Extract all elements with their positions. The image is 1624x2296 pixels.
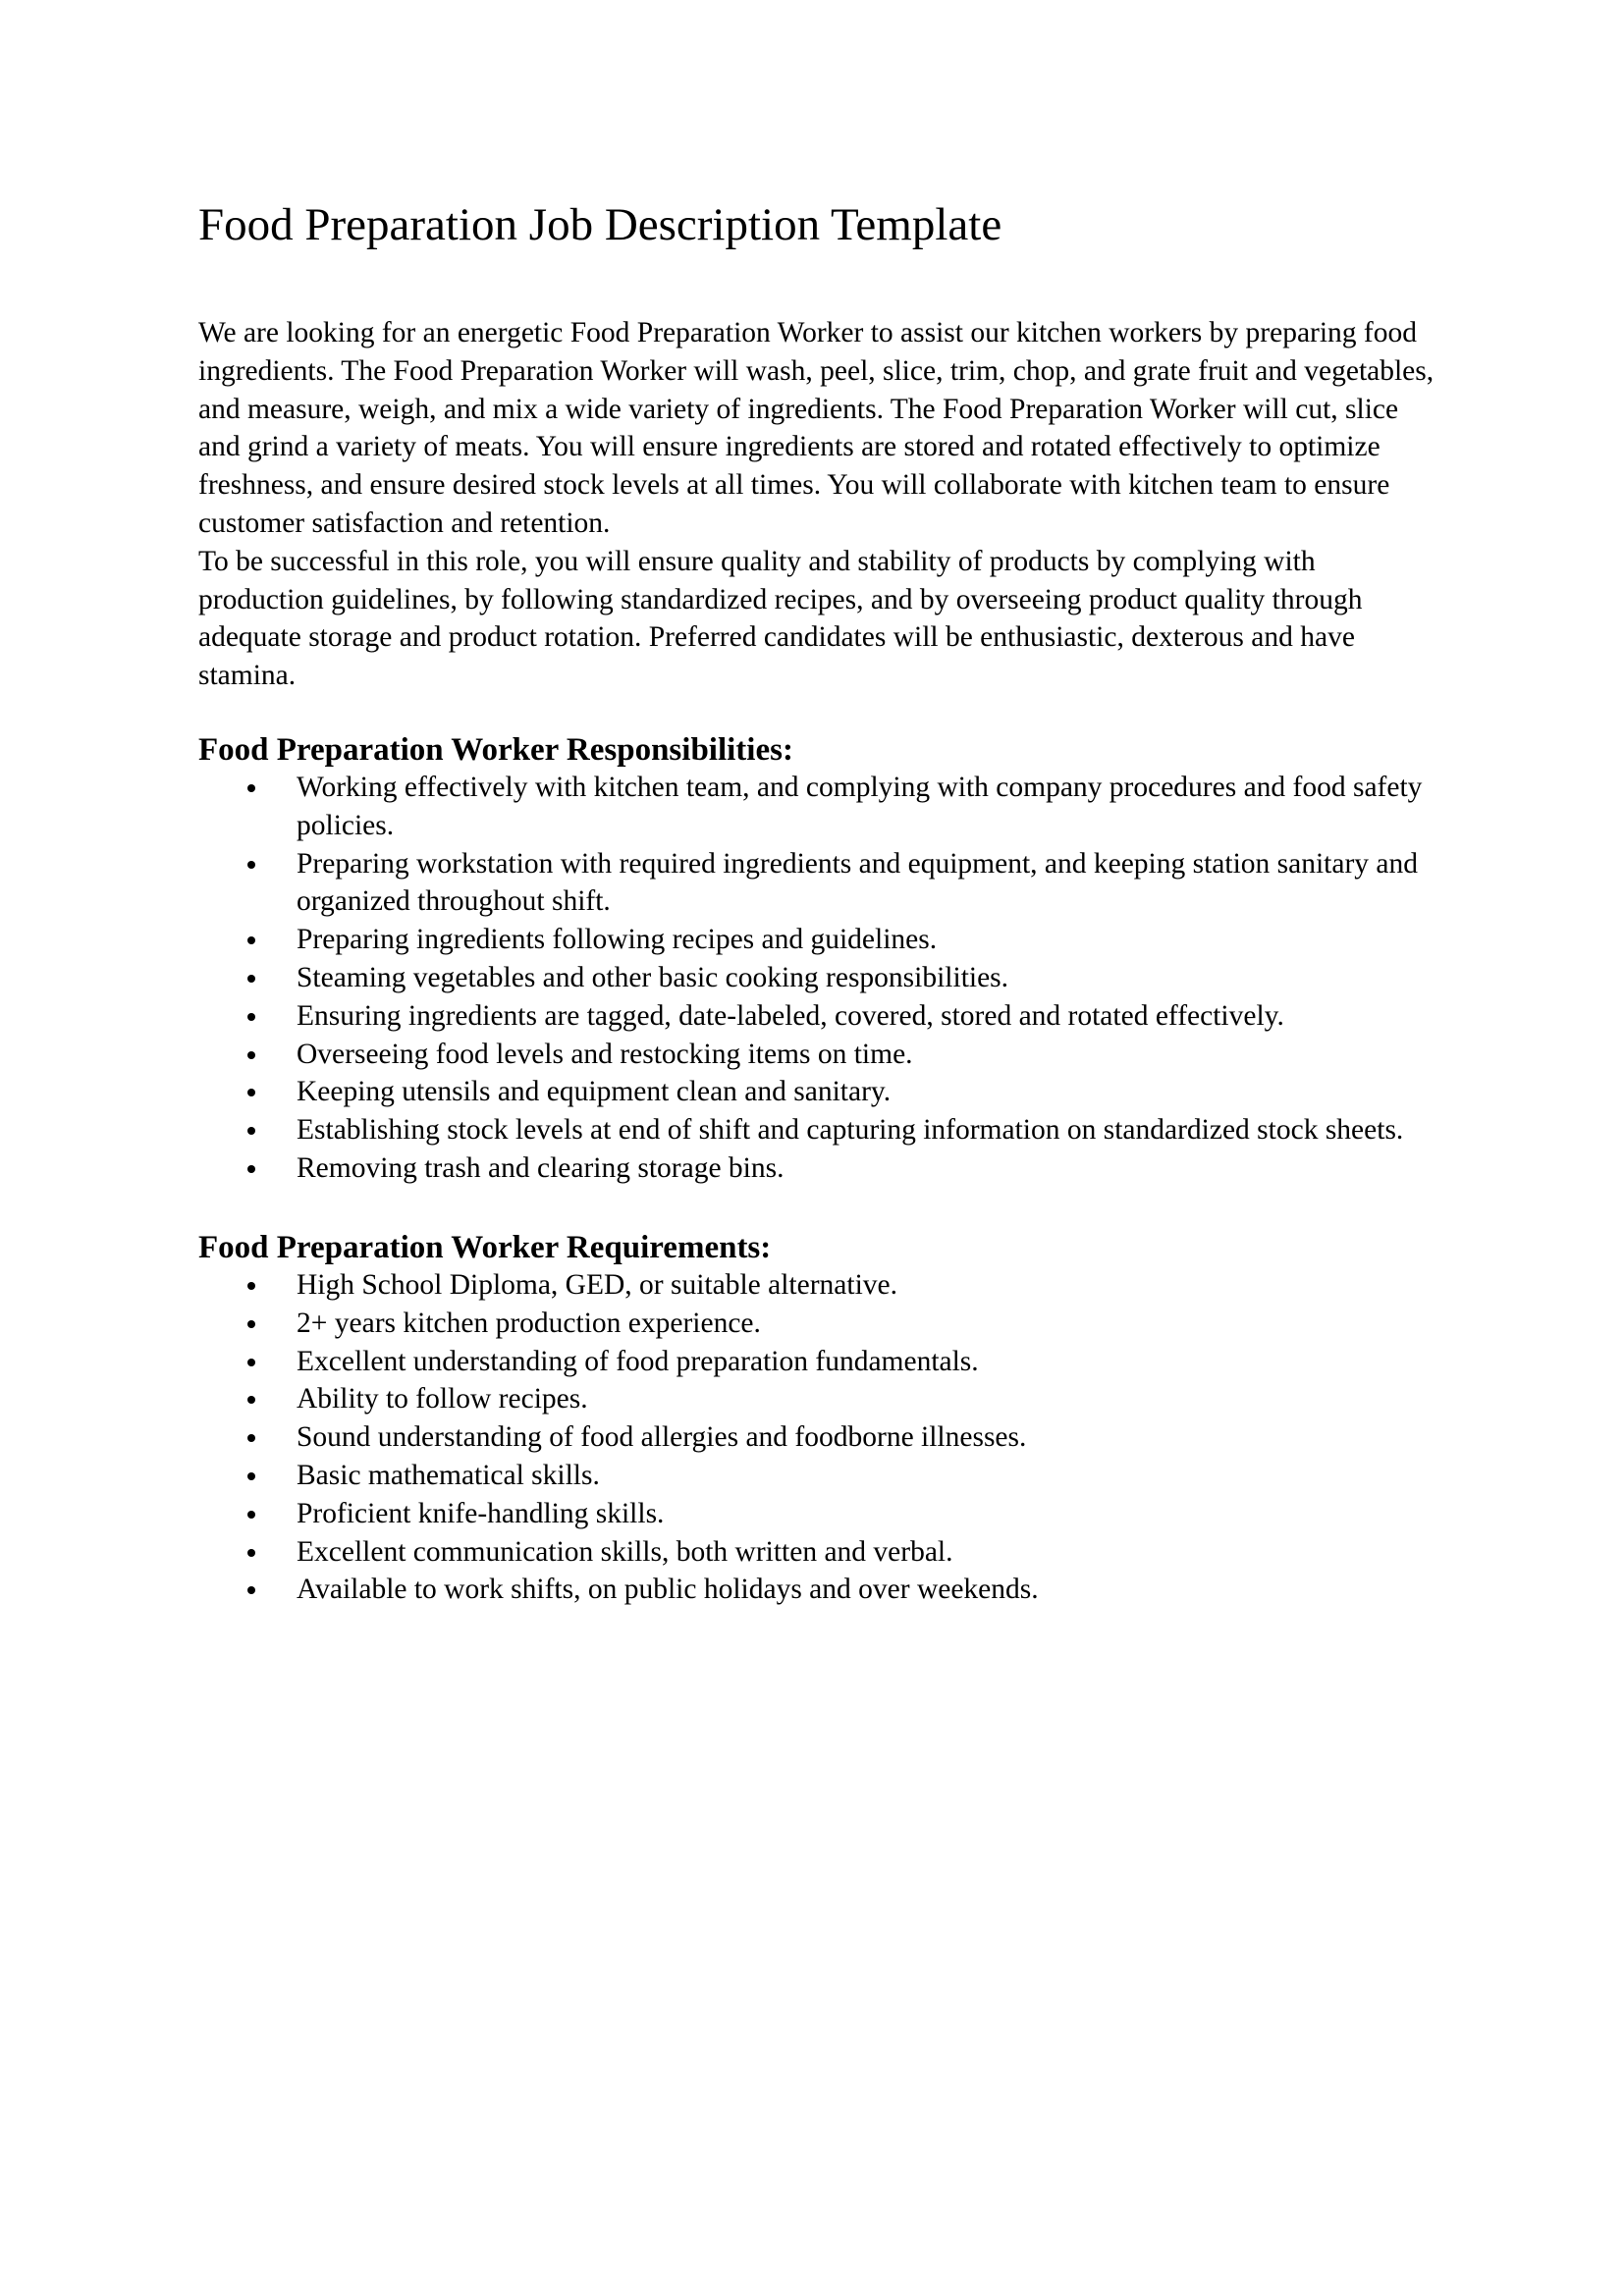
requirements-section [198,1229,1475,1609]
list-item-text: High School Diploma, GED, or suitable alternative. [297,1269,897,1301]
bullet-icon [247,1051,255,1059]
list-item-text: 2+ years kitchen production experience. [297,1307,761,1339]
bullet-icon [247,1320,255,1328]
list-item [198,959,1435,997]
bullet-icon [247,1549,255,1557]
list-item [198,1149,1435,1188]
list-item-text: Ability to follow recipes. [297,1383,588,1415]
bullet-icon [247,1434,255,1442]
bullet-icon [247,861,255,869]
list-item-text: Steaming vegetables and other basic cooking responsibilities. [297,961,1009,993]
list-item-text: Keeping utensils and equipment clean and sanitary. [297,1076,892,1108]
list-item [198,1457,1435,1495]
bullet-icon [247,1359,255,1366]
list-item [198,1343,1435,1381]
bullet-icon [247,1089,255,1096]
requirements-list [198,1266,1475,1609]
bullet-icon [247,1511,255,1519]
bullet-icon [247,1586,255,1594]
intro-paragraph: We are looking for an energetic Food Preparation Worker to assist our kitchen workers by preparing food ingredients. The Food Preparation Worker will wash, peel, slice, trim, chop, and grate fruit and vegetables, and measure, weigh, and mix a wide variety of ingredients. The Food Preparation Worker will cut, slice and grind a variety of meats. You will ensure ingredients are stored and rotated effectively to optimize freshness, and ensure desired stock levels at all times. You will collaborate with kitchen team to ensure customer satisfaction and retention. [198,317,1435,539]
responsibilities-heading: Food Preparation Worker Responsibilities: [198,732,793,768]
list-item-text: Overseeing food levels and restocking items on time. [297,1038,913,1070]
list-item [198,1571,1435,1609]
list-item-text: Removing trash and clearing storage bins. [297,1151,785,1184]
list-item [198,769,1435,845]
bullet-icon [247,1396,255,1404]
bullet-icon [247,1013,255,1021]
list-item [198,845,1435,922]
bullet-icon [247,1127,255,1135]
list-item [198,1305,1435,1343]
list-item-text: Basic mathematical skills. [297,1459,600,1491]
bullet-icon [247,1282,255,1290]
list-item-text: Working effectively with kitchen team, and complying with company procedures and food safety policies. [297,772,1423,841]
list-item [198,921,1435,959]
responsibilities-section [198,731,1475,1188]
list-item [198,1266,1435,1305]
list-item-text: Sound understanding of food allergies and foodborne illnesses. [297,1421,1027,1454]
bullet-icon [247,1472,255,1480]
list-item-text: Available to work shifts, on public holidays and over weekends. [297,1574,1039,1606]
list-item [198,1380,1435,1418]
intro-paragraph: To be successful in this role, you will ensure quality and stability of products by complying with production guidelines, by following standardized recipes, and by overseeing product quality through adequate storage and product rotation. Preferred candidates will be enthusiastic, dexterous and have stamina. [198,545,1363,692]
requirements-heading: Food Preparation Worker Requirements: [198,1230,772,1265]
list-item [198,1495,1435,1533]
document-title: Food Preparation Job Description Template [198,199,1002,250]
intro-section [198,314,1445,695]
list-item [198,997,1435,1036]
list-item-text: Establishing stock levels at end of shift and capturing information on standardized stock sheets. [297,1114,1404,1147]
bullet-icon [247,936,255,944]
list-item-text: Ensuring ingredients are tagged, date-labeled, covered, stored and rotated effectively. [297,999,1284,1032]
bullet-icon [247,975,255,983]
bullet-icon [247,784,255,792]
bullet-icon [247,1165,255,1173]
list-item-text: Preparing workstation with required ingredients and equipment, and keeping station sanitary and organized throughout shift. [297,847,1419,918]
list-item-text: Excellent communication skills, both written and verbal. [297,1535,953,1568]
list-item [198,1418,1435,1457]
list-item [198,1073,1435,1111]
list-item-text: Preparing ingredients following recipes and guidelines. [297,924,938,956]
list-item-text: Proficient knife-handling skills. [297,1497,665,1529]
list-item [198,1533,1435,1572]
list-item [198,1036,1435,1074]
list-item-text: Excellent understanding of food preparation fundamentals. [297,1345,979,1377]
list-item [198,1111,1435,1149]
responsibilities-list [198,769,1475,1188]
